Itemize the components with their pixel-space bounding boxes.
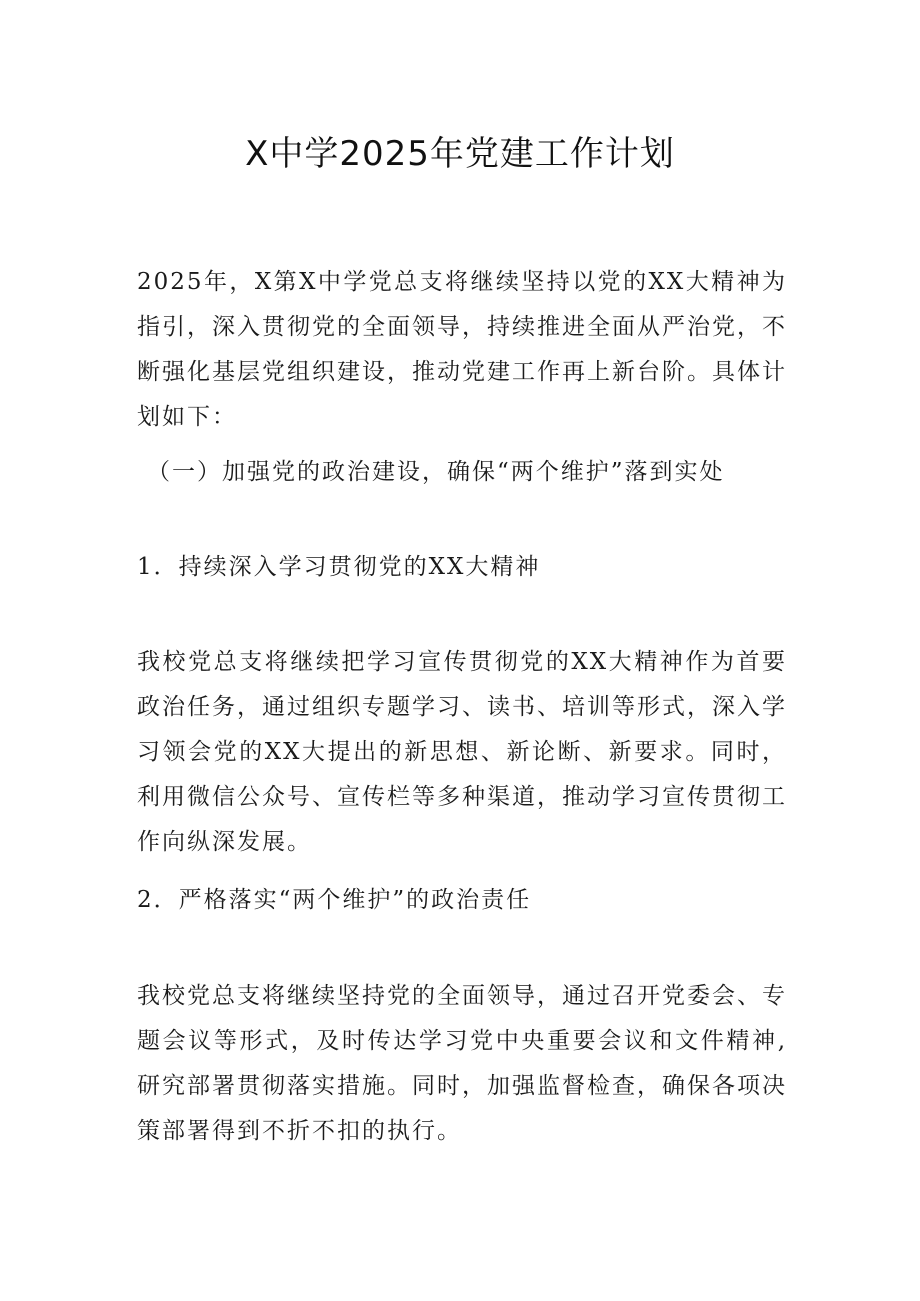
item-heading-2: 2．严格落实“两个维护”的政治责任 [137, 887, 532, 913]
intro-paragraph: 2025年，X第X中学党总支将继续坚持以党的XX大精神为指引，深入贯彻党的全面领导，持续推进全面从严治党，不断强化基层党组织建设，推动党建工作再上新台阶。具体计划如下： [137, 269, 787, 430]
section-heading-1: （一）加强党的政治建设，确保“两个维护”落到实处 [147, 459, 725, 485]
item-body-1: 我校党总支将继续把学习宣传贯彻党的XX大精神作为首要政治任务，通过组织专题学习、读书、培训等形式，深入学习领会党的XX大提出的新思想、新论断、新要求。同时，利用微信公众号、宣传栏等多种渠道，推动学习宣传贯彻工作向纵深发展。 [137, 649, 787, 855]
document-title: X中学2025年党建工作计划 [245, 134, 675, 174]
item-heading-1: 1．持续深入学习贯彻党的XX大精神 [137, 554, 541, 580]
item-body-2: 我校党总支将继续坚持党的全面领导，通过召开党委会、专题会议等形式，及时传达学习党中央重要会议和文件精神,研究部署贯彻落实措施。同时，加强监督检查，确保各项决策部署得到不折不扣的执行。 [137, 983, 787, 1144]
